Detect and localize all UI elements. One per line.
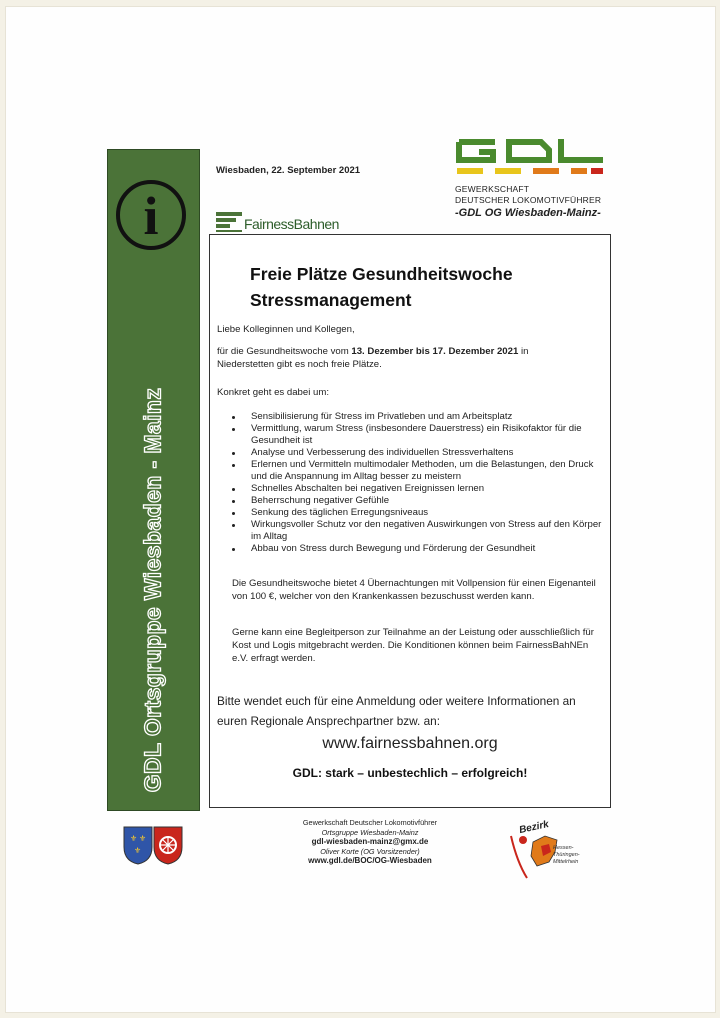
gdl-line-2: DEUTSCHER LOKOMOTIVFÜHRER	[455, 195, 602, 205]
gdl-header-block	[455, 138, 615, 220]
page-title	[250, 261, 513, 313]
intro-text: für die Gesundheitswoche vom	[217, 346, 352, 357]
coat-of-arms-icon	[122, 825, 184, 865]
list-item: Beherrschung negativer Gefühle	[230, 495, 602, 507]
info-glyph: i	[143, 186, 159, 246]
list-item: Vermittlung, warum Stress (insbesondere Dauerstress) ein Risikofaktor für die Gesundheit ist	[230, 423, 602, 447]
gdl-slogan: GDL: stark – unbestechlich – erfolgreich!	[292, 766, 528, 780]
fairnessbahnen-logo-text: FairnessBahnen	[244, 216, 339, 232]
list-item: Wirkungsvoller Schutz vor den negativen Auswirkungen von Stress auf den Körper im Alltag	[230, 519, 602, 543]
bezirk-region-2: Thüringen-	[553, 852, 580, 858]
fairnessbahnen-logo	[216, 210, 339, 232]
letter-date: Wiesbaden, 22. September 2021	[216, 165, 361, 176]
bezirk-region-1: Hessen-	[553, 845, 574, 851]
list-item: Senkung des täglichen Erregungsniveaus	[230, 507, 602, 519]
info-icon	[116, 180, 186, 250]
list-item: Schnelles Abschalten bei negativen Ereignissen lernen	[230, 483, 602, 495]
footer-contact	[280, 818, 460, 866]
fairnessbahnen-mark-icon	[216, 212, 242, 232]
intro-dates: 13. Dezember bis 17. Dezember 2021	[351, 346, 519, 357]
list-item: Erlernen und Vermitteln multimodaler Methoden, um die Belastungen, den Druck und die Anspannung im Alltag besser zu meistern	[230, 459, 602, 483]
sidebar-vertical-title: GDL Ortsgruppe Wiesbaden - Mainz	[139, 387, 166, 793]
gdl-logo-icon	[455, 138, 607, 178]
footer-line-2: Ortsgruppe Wiesbaden-Mainz	[321, 827, 419, 837]
title-line-2: Stressmanagement	[250, 290, 412, 310]
footer-person: Oliver Korte (OG Vorsitzender)	[320, 846, 420, 856]
offer-paragraph: Die Gesundheitswoche bietet 4 Übernachtungen mit Vollpension für einen Eigenanteil von 100 €, welcher von den Krankenkassen bezuschusst werden kann.	[232, 578, 596, 602]
footer-line-1: Gewerkschaft Deutscher Lokomotivführer	[302, 818, 438, 827]
gdl-line-1: GEWERKSCHAFT	[455, 184, 530, 194]
footer-email[interactable]: gdl-wiesbaden-mainz@gmx.de	[311, 837, 429, 846]
list-item: Analyse und Verbesserung des individuellen Stressverhaltens	[230, 447, 602, 459]
topics-list	[230, 411, 602, 555]
intro-paragraph	[217, 346, 602, 371]
svg-text:⚜: ⚜	[130, 834, 138, 843]
bezirk-logo	[505, 818, 600, 880]
companion-paragraph: Gerne kann eine Begleitperson zur Teilnahme an der Leistung oder ausschließlich für Kost und Logis mitgebracht werden. Die Konditionen können beim FairnessBahNEn e.V. erfragt werden.	[232, 627, 594, 664]
list-item: Abbau von Stress durch Bewegung und Förderung der Gesundheit	[230, 543, 602, 555]
main-content-box	[209, 234, 611, 808]
contact-call-to-action: Bitte wendet euch für eine Anmeldung oder weitere Informationen an euren Regionale Ansprechpartner bzw. an:	[217, 694, 576, 728]
title-line-1: Freie Plätze Gesundheitswoche	[250, 264, 513, 284]
bezirk-regions	[553, 845, 580, 866]
greeting: Liebe Kolleginnen und Kollegen,	[217, 324, 355, 335]
svg-text:⚜: ⚜	[134, 846, 142, 855]
bezirk-region-3: Mittelrhein	[553, 859, 579, 865]
sidebar-banner	[107, 149, 200, 811]
intro-text-mid: in	[518, 346, 529, 357]
gdl-og-name: -GDL OG Wiesbaden-Mainz-	[455, 207, 601, 219]
svg-text:⚜: ⚜	[139, 834, 147, 843]
website-link[interactable]: www.fairnessbahnen.org	[322, 735, 498, 752]
concrete-heading: Konkret geht es dabei um:	[217, 387, 329, 398]
list-item: Sensibilisierung für Stress im Privatleben und am Arbeitsplatz	[230, 411, 602, 423]
intro-text-line-2: Niederstetten gibt es noch freie Plätze.	[217, 358, 382, 370]
footer-web[interactable]: www.gdl.de/BOC/OG-Wiesbaden	[308, 856, 432, 865]
bezirk-label: Bezirk	[518, 818, 550, 837]
